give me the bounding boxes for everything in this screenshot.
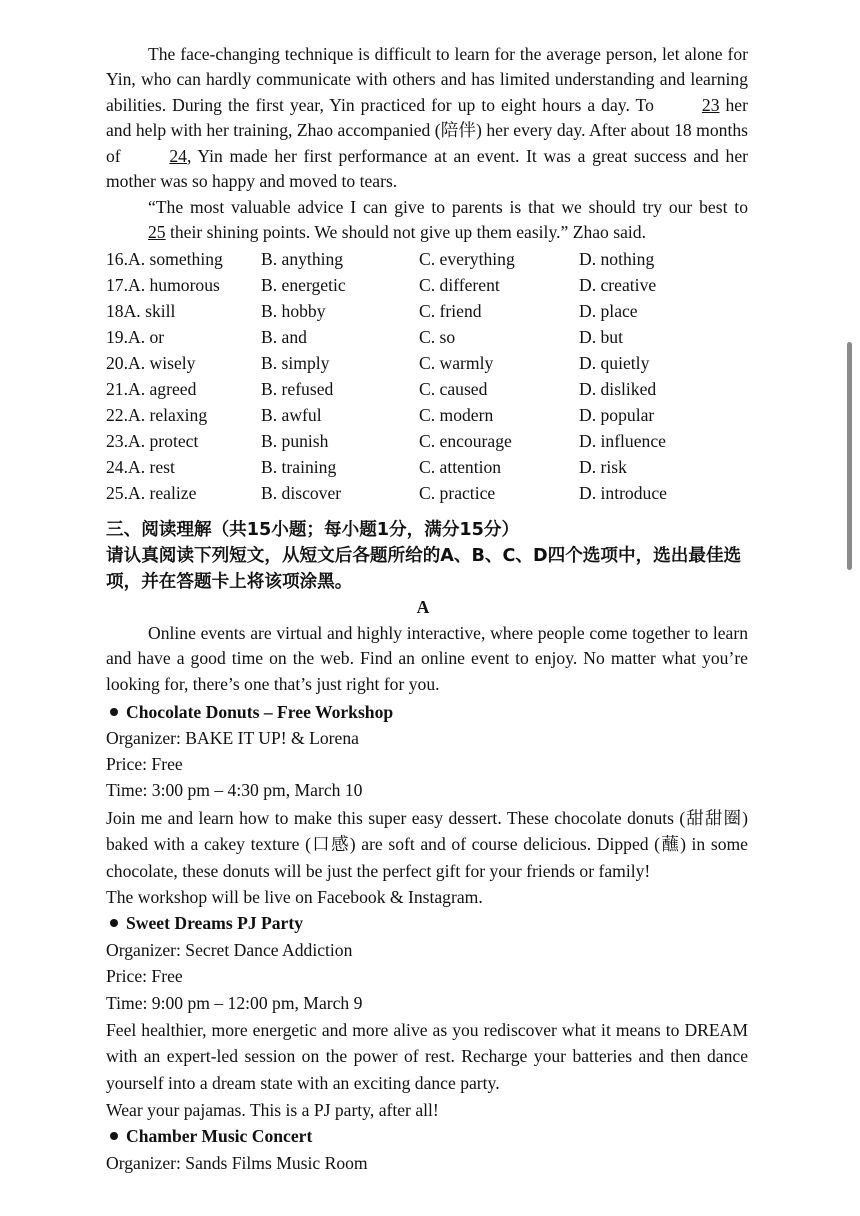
question-number: 18 <box>106 301 124 321</box>
event-title <box>110 699 393 725</box>
option-row <box>106 324 748 350</box>
option-text: A. protect <box>128 431 199 451</box>
option-row <box>106 272 748 298</box>
option-text: A. something <box>128 249 223 269</box>
event-note: Wear your pajamas. This is a PJ party, after all! <box>106 1100 439 1120</box>
option-row <box>106 376 748 402</box>
option-text: B. and <box>261 327 307 347</box>
option-a <box>106 246 223 272</box>
option-a <box>106 272 220 298</box>
option-text: A. skill <box>123 301 176 321</box>
question-number: 17. <box>106 275 128 295</box>
option-text: A. or <box>128 327 165 347</box>
option-a <box>106 428 198 454</box>
scrollbar-thumb[interactable] <box>847 342 852 570</box>
paragraph-text: “The most valuable advice I can give to parents is that we should try our best to <box>148 197 748 217</box>
event-organizer: Organizer: Secret Dance Addiction <box>106 940 353 960</box>
option-row <box>106 402 748 428</box>
option-text: D. place <box>579 301 638 321</box>
paragraph-text: , Yin made her first performance at an event. It was a great success and her mother was so happy and moved to tears. <box>106 145 748 192</box>
option-text: B. anything <box>261 249 344 269</box>
section-instructions: 请认真阅读下列短文，从短文后各题所给的A、B、C、D四个选项中，选出最佳选项，并在答题卡上将该项涂黑。 <box>106 546 742 592</box>
option-text: B. discover <box>261 483 342 503</box>
bullet-icon <box>110 1132 118 1140</box>
question-number: 16. <box>106 249 128 269</box>
option-text: C. caused <box>419 379 488 399</box>
option-text: B. refused <box>261 379 334 399</box>
option-a <box>106 376 196 402</box>
event-note: The workshop will be live on Facebook & Instagram. <box>106 887 483 907</box>
option-text: B. punish <box>261 431 329 451</box>
option-a <box>106 402 207 428</box>
question-number: 21. <box>106 379 128 399</box>
blank-25: 25 <box>148 222 166 243</box>
event-description: Join me and learn how to make this super easy dessert. These chocolate donuts (甜甜圈) baked with a cakey texture (口感) are soft and of course delicious. Dipped (蘸) in some chocolate, these donuts will be just the perfect gift for your friends or family! <box>106 808 748 881</box>
event-price: Price: Free <box>106 754 183 774</box>
passage-paragraph-2 <box>106 195 748 246</box>
option-a <box>106 480 196 506</box>
event-title-text: Chocolate Donuts – Free Workshop <box>126 702 394 722</box>
option-text: B. energetic <box>261 275 346 295</box>
option-text: D. disliked <box>579 379 657 399</box>
option-text: D. introduce <box>579 483 667 503</box>
option-a <box>106 324 164 350</box>
option-text: D. quietly <box>579 353 650 373</box>
option-row <box>106 454 748 480</box>
option-text: B. awful <box>261 405 322 425</box>
option-text: A. humorous <box>128 275 220 295</box>
event-price: Price: Free <box>106 966 183 986</box>
option-text: C. attention <box>419 457 502 477</box>
section-title: 三、阅读理解（共15小题；每小题1分，满分15分） <box>106 520 520 540</box>
event-title <box>110 910 303 936</box>
event-title <box>110 1123 312 1149</box>
paragraph-text: her and help with her training, Zhao accompanied (陪伴) her every day. After about 18 months of <box>106 94 748 166</box>
option-row <box>106 428 748 454</box>
event-title-text: Sweet Dreams PJ Party <box>126 913 304 933</box>
passage-label: A <box>416 597 430 617</box>
question-number: 24. <box>106 457 128 477</box>
option-text: C. modern <box>419 405 494 425</box>
question-number: 19. <box>106 327 128 347</box>
bullet-icon <box>110 919 118 927</box>
option-text: B. training <box>261 457 337 477</box>
option-text: B. hobby <box>261 301 326 321</box>
question-number: 20. <box>106 353 128 373</box>
question-number: 22. <box>106 405 128 425</box>
passage-a-intro: Online events are virtual and highly interactive, where people come together to learn and have a good time on the web. Find an online event to enjoy. No matter what you’re looking for, there’s one that’s just right for you. <box>106 623 748 694</box>
passage-paragraph-1 <box>106 42 748 194</box>
option-text: C. practice <box>419 483 496 503</box>
option-a <box>106 298 175 324</box>
paragraph-text: The face-changing technique is difficult to learn for the average person, let alone for Yin, who can hardly communicate with others and has limited understanding and learning abilities. During the first year, Yin practiced for up to eight hours a day. To <box>106 44 748 115</box>
event-time: Time: 3:00 pm – 4:30 pm, March 10 <box>106 780 363 800</box>
blank-23: 23 <box>701 94 720 115</box>
option-text: A. realize <box>128 483 197 503</box>
option-text: C. encourage <box>419 431 512 451</box>
event-title-text: Chamber Music Concert <box>126 1126 313 1146</box>
option-row <box>106 350 748 376</box>
option-text: D. risk <box>579 457 627 477</box>
option-row <box>106 480 748 506</box>
option-text: C. warmly <box>419 353 494 373</box>
option-text: A. relaxing <box>128 405 208 425</box>
event-time: Time: 9:00 pm – 12:00 pm, March 9 <box>106 993 363 1013</box>
option-text: C. so <box>419 327 456 347</box>
option-text: C. different <box>419 275 500 295</box>
question-number: 25. <box>106 483 128 503</box>
event-description: Feel healthier, more energetic and more alive as you rediscover what it means to DREAM with an expert-led session on the power of rest. Recharge your batteries and then dance yourself into a dream state with an exciting dance party. <box>106 1020 748 1093</box>
option-text: D. creative <box>579 275 657 295</box>
option-row <box>106 246 748 272</box>
option-text: D. popular <box>579 405 655 425</box>
option-text: D. influence <box>579 431 666 451</box>
option-text: A. wisely <box>128 353 196 373</box>
option-a <box>106 454 175 480</box>
question-number: 23. <box>106 431 128 451</box>
event-organizer: Organizer: Sands Films Music Room <box>106 1153 368 1173</box>
paragraph-text: their shining points. We should not give up them easily.” Zhao said. <box>165 222 646 243</box>
event-organizer: Organizer: BAKE IT UP! & Lorena <box>106 728 359 748</box>
option-text: D. nothing <box>579 249 655 269</box>
option-text: A. rest <box>128 457 175 477</box>
option-a <box>106 350 195 376</box>
bullet-icon <box>110 708 118 716</box>
option-text: A. agreed <box>128 379 197 399</box>
option-text: D. but <box>579 327 623 347</box>
option-text: B. simply <box>261 353 330 373</box>
blank-24: 24 <box>169 145 187 166</box>
option-row <box>106 298 748 324</box>
option-text: C. friend <box>419 301 482 321</box>
option-text: C. everything <box>419 249 515 269</box>
